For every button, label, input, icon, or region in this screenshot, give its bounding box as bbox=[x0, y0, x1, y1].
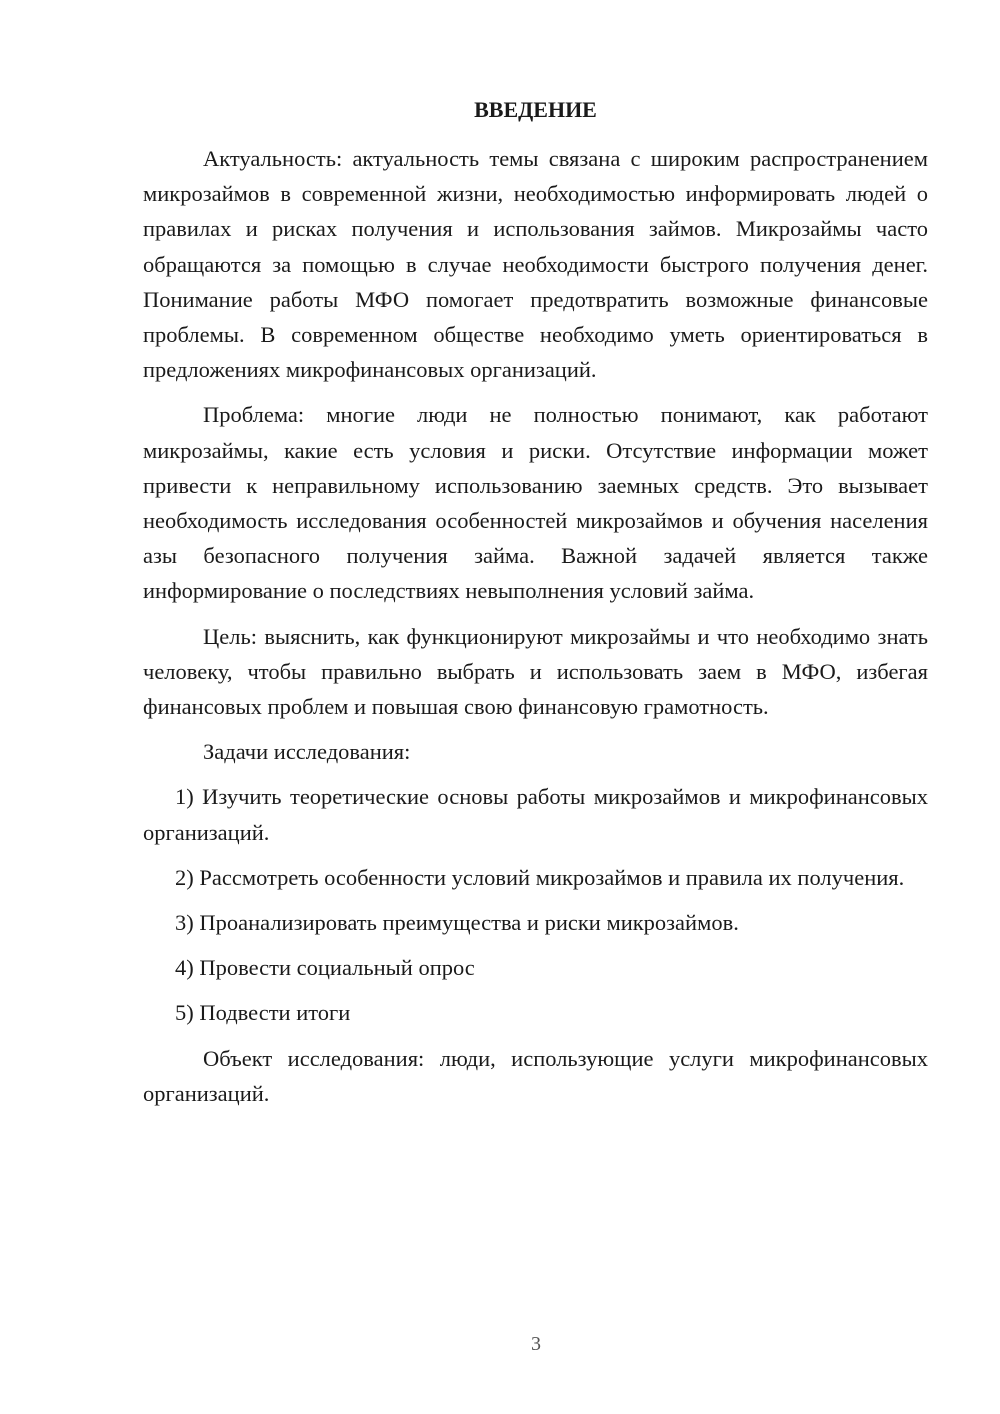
task-item-2: 2) Рассмотреть особенности условий микрозаймов и правила их получения. bbox=[175, 864, 905, 890]
section-heading: ВВЕДЕНИЕ bbox=[474, 97, 597, 122]
paragraph-object: Объект исследования: люди, использующие услуги микрофинансовых организаций. bbox=[143, 1045, 928, 1106]
page-number: 3 bbox=[531, 1333, 541, 1355]
task-item-5: 5) Подвести итоги bbox=[175, 1000, 351, 1026]
task-item-4: 4) Провести социальный опрос bbox=[175, 955, 475, 981]
paragraph-problem: Проблема: многие люди не полностью понимают, как работают микрозаймы, какие есть условия и риски. Отсутствие информации может привести к неправильному использованию заемных средств. Это вызывает необходимость исследования особенностей микрозаймов и обучения населения азы безопасного получения займа. Важной задачей является также информирование о последствиях невыполнения условий займа. bbox=[143, 402, 928, 604]
paragraph-relevance: Актуальность: актуальность темы связана с широким распространением микрозаймов в современной жизни, необходимостью информировать людей о правилах и рисках получения и использования займов. Микрозаймы часто обращаются за помощью в случае необходимости быстрого получения денег. Понимание работы МФО помогает предотвратить возможные финансовые проблемы. В современном обществе необходимо уметь ориентироваться в предложениях микрофинансовых организаций. bbox=[143, 146, 928, 383]
paragraph-goal: Цель: выяснить, как функционируют микрозаймы и что необходимо знать человеку, чтобы правильно выбрать и использовать заем в МФО, избегая финансовых проблем и повышая свою финансовую грамотность. bbox=[143, 623, 928, 720]
document-page bbox=[143, 92, 928, 1121]
tasks-title: Задачи исследования: bbox=[203, 739, 411, 765]
task-item-3: 3) Проанализировать преимущества и риски микрозаймов. bbox=[175, 910, 739, 936]
task-item-1: 1) Изучить теоретические основы работы микрозаймов и микрофинансовых организаций. bbox=[143, 784, 928, 845]
